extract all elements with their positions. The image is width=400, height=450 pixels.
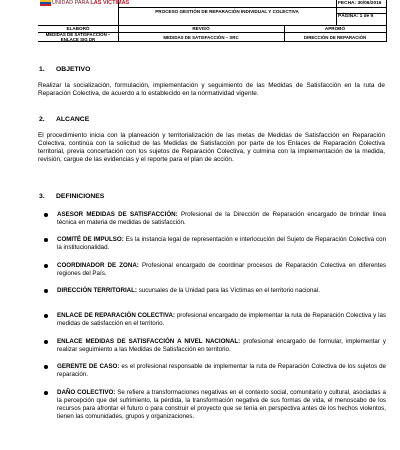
reviso-value: MEDIDAS DE SATISFACCIÓN – SRC — [163, 35, 239, 40]
document-header-table — [38, 0, 387, 42]
section-heading-alcance: 2. ALCANCE — [39, 116, 90, 123]
definition-item: GERENTE DE CASO: es el profesional responsable de implementar la ruta de Reparación Colectiva de los sujetos de reparación. — [57, 363, 386, 379]
unidad-victimas-logo-icon — [40, 0, 51, 7]
bullet-icon — [44, 314, 48, 318]
aprobo-header: APROBÓ — [324, 26, 346, 31]
bullet-icon — [44, 289, 48, 293]
logo-text: UNIDAD PARA LAS VÍCTIMAS — [52, 0, 130, 6]
approval-values-row — [38, 32, 386, 42]
logo-cell — [38, 0, 130, 25]
definition-item: DAÑO COLECTIVO: Se refiere a transformaciones negativas en el contexto social, comunitario y cultural, asociadas a la percepción que del sufrimiento, la pérdida, la transformación negativa de sus formas de vida, el menoscabo de los recursos para afrontar el futuro o para construir el proyecto que se tenía en perspectiva antes de los hechos violentos, tienen las comunidades, grupos y organizaciones. — [57, 389, 386, 421]
elaboro-header: ELABORÓ — [66, 26, 90, 31]
aprobo-value: DIRECCIÓN DE REPARACIÓN — [303, 35, 367, 40]
document-date: FECHA: 30/06/2016 — [338, 1, 382, 6]
objetivo-paragraph: Realizar la socialización, formulación, implementación y seguimiento de las Medidas de Satisfacción en la ruta de Reparación Colectiva, de acuerdo a lo establecido en la normatividad vigente. — [38, 82, 385, 97]
definition-item: DIRECCIÓN TERRITORIAL: sucursales de la Unidad para las Víctimas en el territorio nacional. — [57, 287, 386, 295]
bullet-icon — [44, 213, 48, 217]
section-heading-objetivo: 1. OBJETIVO — [39, 66, 91, 73]
process-cell — [118, 0, 337, 25]
definition-item: COORDINADOR DE ZONA: Profesional encargado de coordinar procesos de Reparación Colectiva en diferentes regiones del País. — [57, 262, 386, 278]
definition-item: ENLACE MEDIDAS DE SATISFACCIÓN A NIVEL NACIONAL: profesional encargado de formular, implementar y realizar seguimiento a las Medidas de Satisfacción en territorio. — [57, 338, 386, 354]
definition-item: ASESOR MEDIDAS DE SATISFACCIÓN: Profesional de la Dirección de Reparación encargado de brindar línea técnica en materia de medidas de satisfacción. — [57, 211, 386, 227]
definition-item: COMITÉ DE IMPULSO: Es la instancia legal de representación e interlocución del Sujeto de Reparación Colectiva con la institucionalidad. — [57, 236, 386, 252]
bullet-icon — [44, 238, 48, 242]
bullet-icon — [44, 365, 48, 369]
approval-header-row — [38, 25, 386, 32]
alcance-paragraph: El procedimiento inicia con la planeación y territorialización de las metas de Medidas de Satisfacción en Reparación Colectiva, continúa con la solicitud de las Medidas de Satisfacción por parte de los Enlaces de Reparación Colectiva territorial, previa concertación con los sujetos de Reparación Colectiva, y culmina con la implementación de la medida, revisión, cargue de las evidencias y el reporte para el plan de acción. — [38, 132, 385, 163]
bullet-icon — [44, 391, 48, 395]
meta-cell — [336, 0, 386, 25]
page-number: PÁGINA: 1 de 9 — [338, 14, 374, 19]
process-title: PROCESO GESTIÓN DE REPARACIÓN INDIVIDUAL Y COLECTIVA — [155, 9, 299, 14]
reviso-header: REVISÓ — [192, 26, 210, 31]
elaboro-value: MEDIDAS DE SATISFACCIÓN – ENLACE SIG DR — [45, 32, 111, 42]
section-heading-definiciones: 3. DEFINICIONES — [39, 193, 105, 200]
bullet-icon — [44, 340, 48, 344]
bullet-icon — [44, 264, 48, 268]
definition-item: ENLACE DE REPARACIÓN COLECTIVA: profesional encargado de implementar la ruta de Reparación Colectiva y las medidas de satisfacción en el territorio. — [57, 312, 386, 328]
